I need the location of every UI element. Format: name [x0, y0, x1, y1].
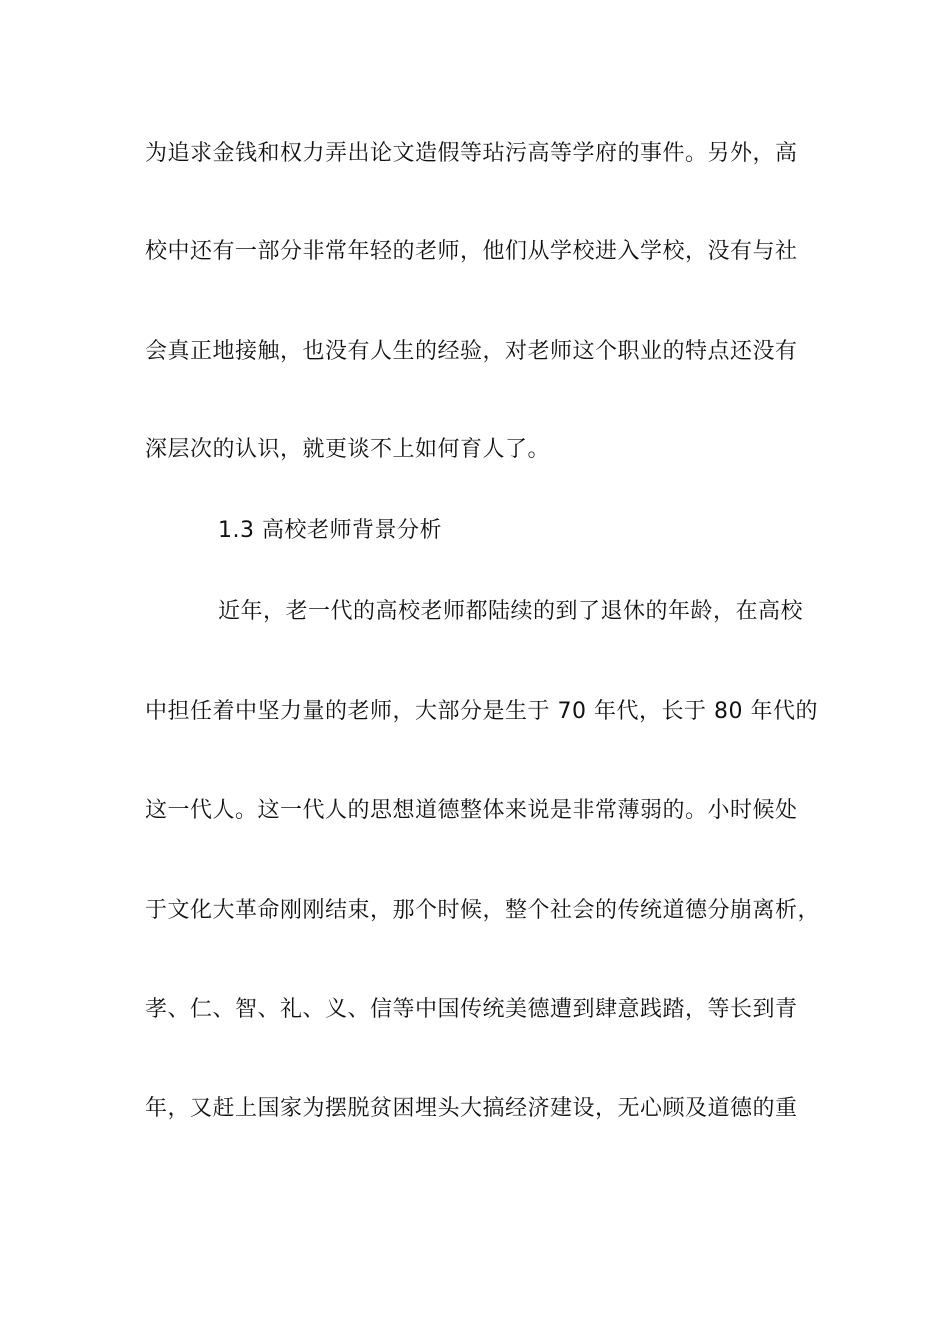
paragraph-line: 校中还有一部分非常年轻的老师，他们从学校进入学校，没有与社	[145, 239, 798, 264]
paragraph-line: 这一代人。这一代人的思想道德整体来说是非常薄弱的。小时候处	[145, 798, 798, 823]
paragraph-line: 于文化大革命刚刚结束，那个时候，整个社会的传统道德分崩离析，	[145, 898, 821, 923]
paragraph-line: 孝、仁、智、礼、义、信等中国传统美德遭到肆意践踏，等长到青	[145, 997, 798, 1022]
section-heading: 1.3 高校老师背景分析	[218, 518, 442, 543]
paragraph-line: 近年，老一代的高校老师都陆续的到了退休的年龄，在高校	[218, 599, 804, 624]
paragraph-line: 中担任着中坚力量的老师，大部分是生于 70 年代，长于 80 年代的	[145, 699, 818, 724]
paragraph-line: 会真正地接触，也没有人生的经验，对老师这个职业的特点还没有	[145, 339, 798, 364]
paragraph-line: 为追求金钱和权力弄出论文造假等玷污高等学府的事件。另外，高	[145, 141, 798, 166]
paragraph-line: 年，又赶上国家为摆脱贫困埋头大搞经济建设，无心顾及道德的重	[145, 1096, 798, 1121]
paragraph-line: 深层次的认识，就更谈不上如何育人了。	[145, 437, 551, 462]
